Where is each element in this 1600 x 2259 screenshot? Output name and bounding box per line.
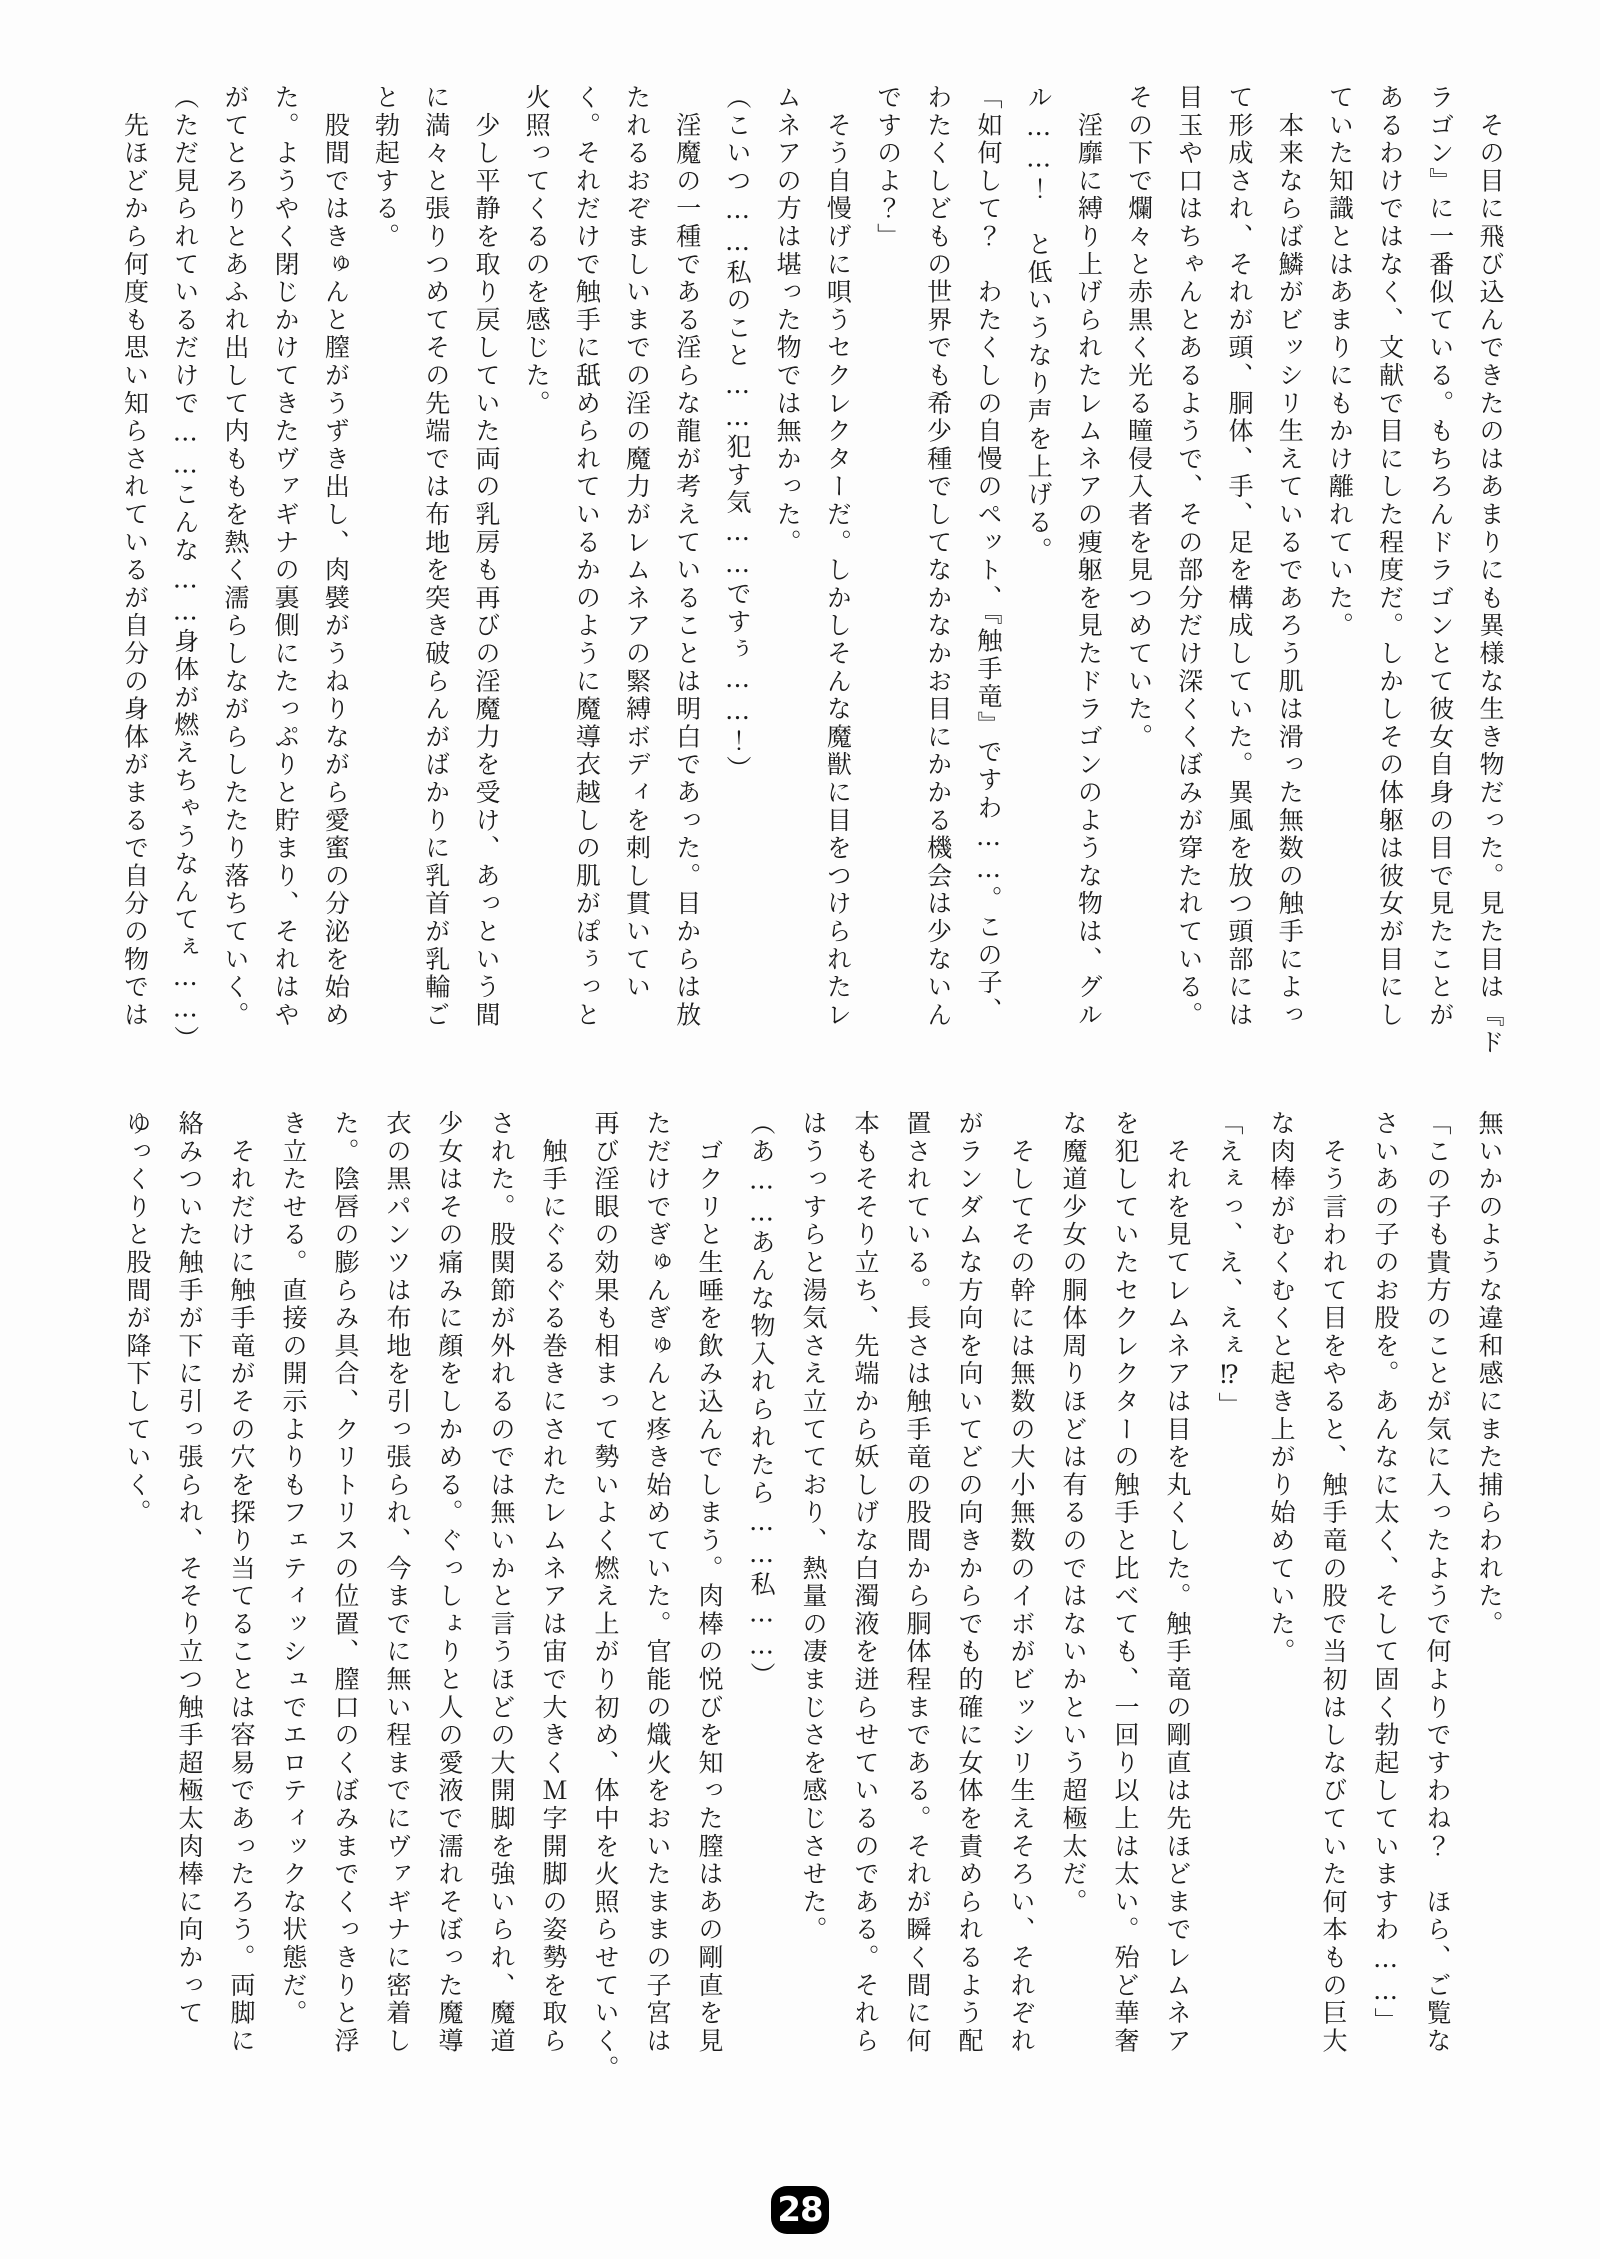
- text-column: く。それだけで触手に舐められているかのように魔導衣越しの肌がぽぅっと: [572, 84, 602, 1030]
- text-column: 股間ではきゅんと膣がうずき出し、肉襞がうねりながら愛蜜の分泌を始め: [321, 84, 351, 1030]
- text-column: そう言われて目をやると、触手竜の股で当初はしなびていた何本もの巨大: [1319, 1110, 1348, 2056]
- text-column: 無いかのような違和感にまた捕らわれた。: [1475, 1110, 1504, 1639]
- novel-text-top-block: [105, 84, 1515, 1059]
- text-column: そう自慢げに唄うセクレクターだ。しかしそんな魔獣に目をつけられたレ: [823, 84, 853, 1030]
- text-column: 置されている。長さは触手竜の股間から胴体程まである。それが瞬く間に何: [903, 1110, 932, 2056]
- text-column: （ただ見られているだけで……こんな……身体が燃えちゃうなんてぇ……）: [170, 84, 200, 1054]
- text-column: な魔道少女の胴体周りほどは有るのではないかという超極太だ。: [1059, 1110, 1088, 1917]
- text-column: 少し平静を取り戻していた両の乳房も再びの淫魔力を受け、あっという間: [471, 84, 501, 1030]
- text-column: 目玉や口はちゃんとあるようで、その部分だけ深くくぼみが穿たれている。: [1174, 84, 1204, 1030]
- page-number: 28: [771, 2186, 829, 2234]
- text-column: に満々と張りつめてその先端では布地を突き破らんがばかりに乳首が乳輪ご: [421, 84, 451, 1030]
- text-column: 「この子も貴方のことが気に入ったようで何よりですわね？ ほら、ご覧な: [1423, 1110, 1452, 2056]
- text-column: ゴクリと生唾を飲み込んでしまう。肉棒の悦びを知った膣はあの剛直を見: [695, 1110, 724, 2056]
- text-column: を犯していたセクレクターの触手と比べても、一回り以上は太い。殆ど華奢: [1111, 1110, 1140, 2056]
- text-column: 「えぇっ、え、えぇ⁉」: [1215, 1110, 1244, 1420]
- text-column: き立たせる。直接の開示よりもフェティッシュでエロティックな状態だ。: [279, 1110, 308, 2028]
- text-column: さいあの子のお股を。あんなに太く、そして固く勃起していますわ……」: [1371, 1110, 1400, 2036]
- text-column: その目に飛び込んできたのはあまりにも異様な生き物だった。見た目は『ド: [1476, 84, 1505, 1057]
- text-column: （こいつ……私のこと……犯す気……ですぅ……！）: [722, 84, 752, 784]
- text-column: 「如何して？ わたくしの自慢のペット、『触手竜』ですわ……。この子、: [973, 84, 1003, 1025]
- text-column: た。ようやく閉じかけてきたヴァギナの裏側にたっぷりと貯まり、それはや: [271, 84, 301, 1030]
- text-column: （あ……あんな物入れられたら……私……）: [747, 1110, 776, 1690]
- text-column: と勃起する。: [371, 84, 401, 251]
- text-column: 火照ってくるのを感じた。: [522, 84, 552, 418]
- text-column: その下で爛々と赤黒く光る瞳侵入者を見つめていた。: [1124, 84, 1154, 752]
- text-column: 淫魔の一種である淫らな龍が考えていることは明白であった。目からは放: [672, 84, 702, 1030]
- novel-text-bottom-block: [107, 1110, 1515, 2085]
- text-column: 本もそそり立ち、先端から妖しげな白濁液を迸らせているのである。それら: [851, 1110, 880, 2056]
- text-column: 本来ならば鱗がビッシリ生えているであろう肌は滑った無数の触手によっ: [1275, 84, 1305, 1030]
- text-column: 少女はその痛みに顔をしかめる。ぐっしょりと人の愛液で濡れそぼった魔導: [435, 1110, 464, 2056]
- text-column: ただけでぎゅんぎゅんと疼き始めていた。官能の熾火をおいたままの子宮は: [643, 1110, 672, 2056]
- text-column: て形成され、それが頭、胴体、手、足を構成していた。異風を放つ頭部には: [1224, 84, 1254, 1030]
- text-column: ル……！ と低いうなり声を上げる。: [1024, 84, 1054, 565]
- text-column: ですのよ？」: [873, 84, 903, 251]
- text-column: がランダムな方向を向いてどの向きからでも的確に女体を責められるよう配: [955, 1110, 984, 2056]
- text-column: わたくしどもの世界でも希少種でしてなかなかお目にかかる機会は少ないん: [923, 84, 953, 1030]
- text-column: ゆっくりと股間が降下していく。: [123, 1110, 152, 1527]
- text-column: あるわけではなく、文献で目にした程度だ。しかしその体躯は彼女が目にし: [1375, 84, 1405, 1030]
- text-column: がてとろりとあふれ出して内ももを熱く濡らしながらしたたり落ちていく。: [220, 84, 250, 1030]
- text-column: 再び淫眼の効果も相まって勢いよく燃え上がり初め、体中を火照らせていく。: [591, 1110, 620, 2083]
- text-column: 淫靡に縛り上げられたレムネアの痩躯を見たドラゴンのような物は、グル: [1074, 84, 1104, 1030]
- text-column: ていた知識とはあまりにもかけ離れていた。: [1325, 84, 1355, 640]
- text-column: 衣の黒パンツは布地を引っ張られ、今までに無い程までにヴァギナに密着し: [383, 1110, 412, 2056]
- text-column: 触手にぐるぐる巻きにされたレムネアは宙で大きくＭ字開脚の姿勢を取ら: [539, 1110, 568, 2056]
- text-column: それだけに触手竜がその穴を探り当てることは容易であったろう。両脚に: [227, 1110, 256, 2056]
- text-column: それを見てレムネアは目を丸くした。触手竜の剛直は先ほどまでレムネア: [1163, 1110, 1192, 2056]
- text-column: はうっすらと湯気さえ立てており、熱量の凄まじさを感じさせた。: [799, 1110, 828, 1944]
- text-column: された。股関節が外れるのでは無いかと言うほどの大開脚を強いられ、魔道: [487, 1110, 516, 2056]
- text-column: な肉棒がむくむくと起き上がり始めていた。: [1267, 1110, 1296, 1666]
- text-column: たれるおぞましいまでの淫の魔力がレムネアの緊縛ボディを刺し貫いてい: [622, 84, 652, 1002]
- text-column: ラゴン』に一番似ている。もちろんドラゴンとて彼女自身の目で見たことが: [1425, 84, 1455, 1030]
- text-column: そしてその幹には無数の大小無数のイボがビッシリ生えそろい、それぞれ: [1007, 1110, 1036, 2056]
- text-column: 絡みついた触手が下に引っ張られ、そそり立つ触手超極太肉棒に向かって: [175, 1110, 204, 2028]
- text-column: ムネアの方は堪った物では無かった。: [773, 84, 803, 557]
- text-column: 先ほどから何度も思い知らされているが自分の身体がまるで自分の物では: [120, 84, 150, 1030]
- text-column: た。陰唇の膨らみ具合、クリトリスの位置、膣口のくぼみまでくっきりと浮: [331, 1110, 360, 2056]
